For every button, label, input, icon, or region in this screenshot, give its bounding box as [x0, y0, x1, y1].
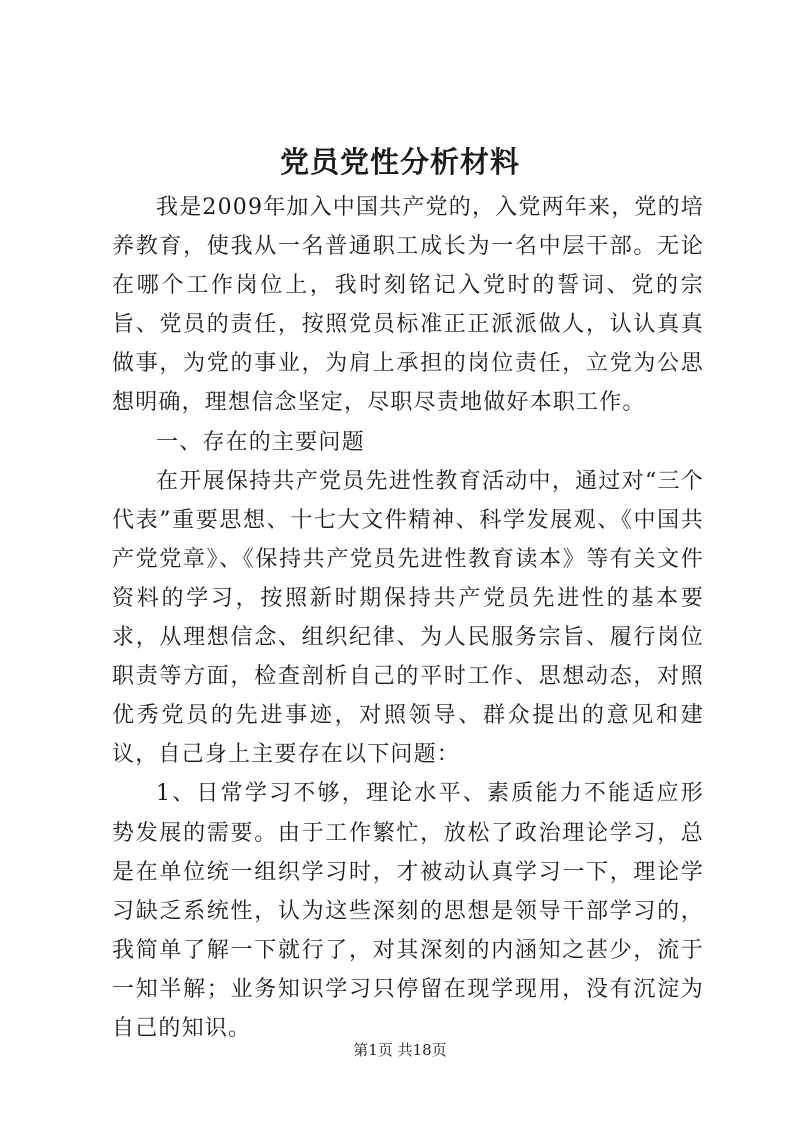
document-body — [112, 188, 704, 1048]
paragraph-intro: 我是2009年加入中国共产党的，入党两年来，党的培养教育，使我从一名普通职工成长为一名中层干部。无论在哪个工作岗位上，我时刻铭记入党时的誓词、党的宗旨、党员的责任，按照党员标准正正派派做人，认认真真做事，为党的事业，为肩上承担的岗位责任，立党为公思想明确，理想信念坚定，尽职尽责地做好本职工作。 — [112, 195, 704, 416]
document-title: 党员党性分析材料 — [279, 145, 520, 179]
section-heading-problems: 一、存在的主要问题 — [156, 429, 365, 455]
page-footer: 第1页 共18页 — [353, 1041, 447, 1059]
paragraph-problem-1: 1、日常学习不够，理论水平、素质能力不能适应形势发展的需要。由于工作繁忙，放松了政治理论学习，总是在单位统一组织学习时，才被动认真学习一下，理论学习缺乏系统性，认为这些深刻的思想是领导干部学习的，我简单了解一下就行了，对其深刻的内涵知之甚少，流于一知半解；业务知识学习只停留在现学现用，没有沉淀为自己的知识。 — [112, 781, 704, 1041]
paragraph-problems-overview: 在开展保持共产党员先进性教育活动中，通过对“三个代表”重要思想、十七大文件精神、科学发展观、《中国共产党党章》、《保持共产党员先进性教育读本》等有关文件资料的学习，按照新时期保持共产党员先进性的基本要求，从理想信念、组织纪律、为人民服务宗旨、履行岗位职责等方面，检查剖析自己的平时工作、思想动态，对照优秀党员的先进事迹，对照领导、群众提出的意见和建议，自己身上主要存在以下问题： — [112, 468, 704, 768]
